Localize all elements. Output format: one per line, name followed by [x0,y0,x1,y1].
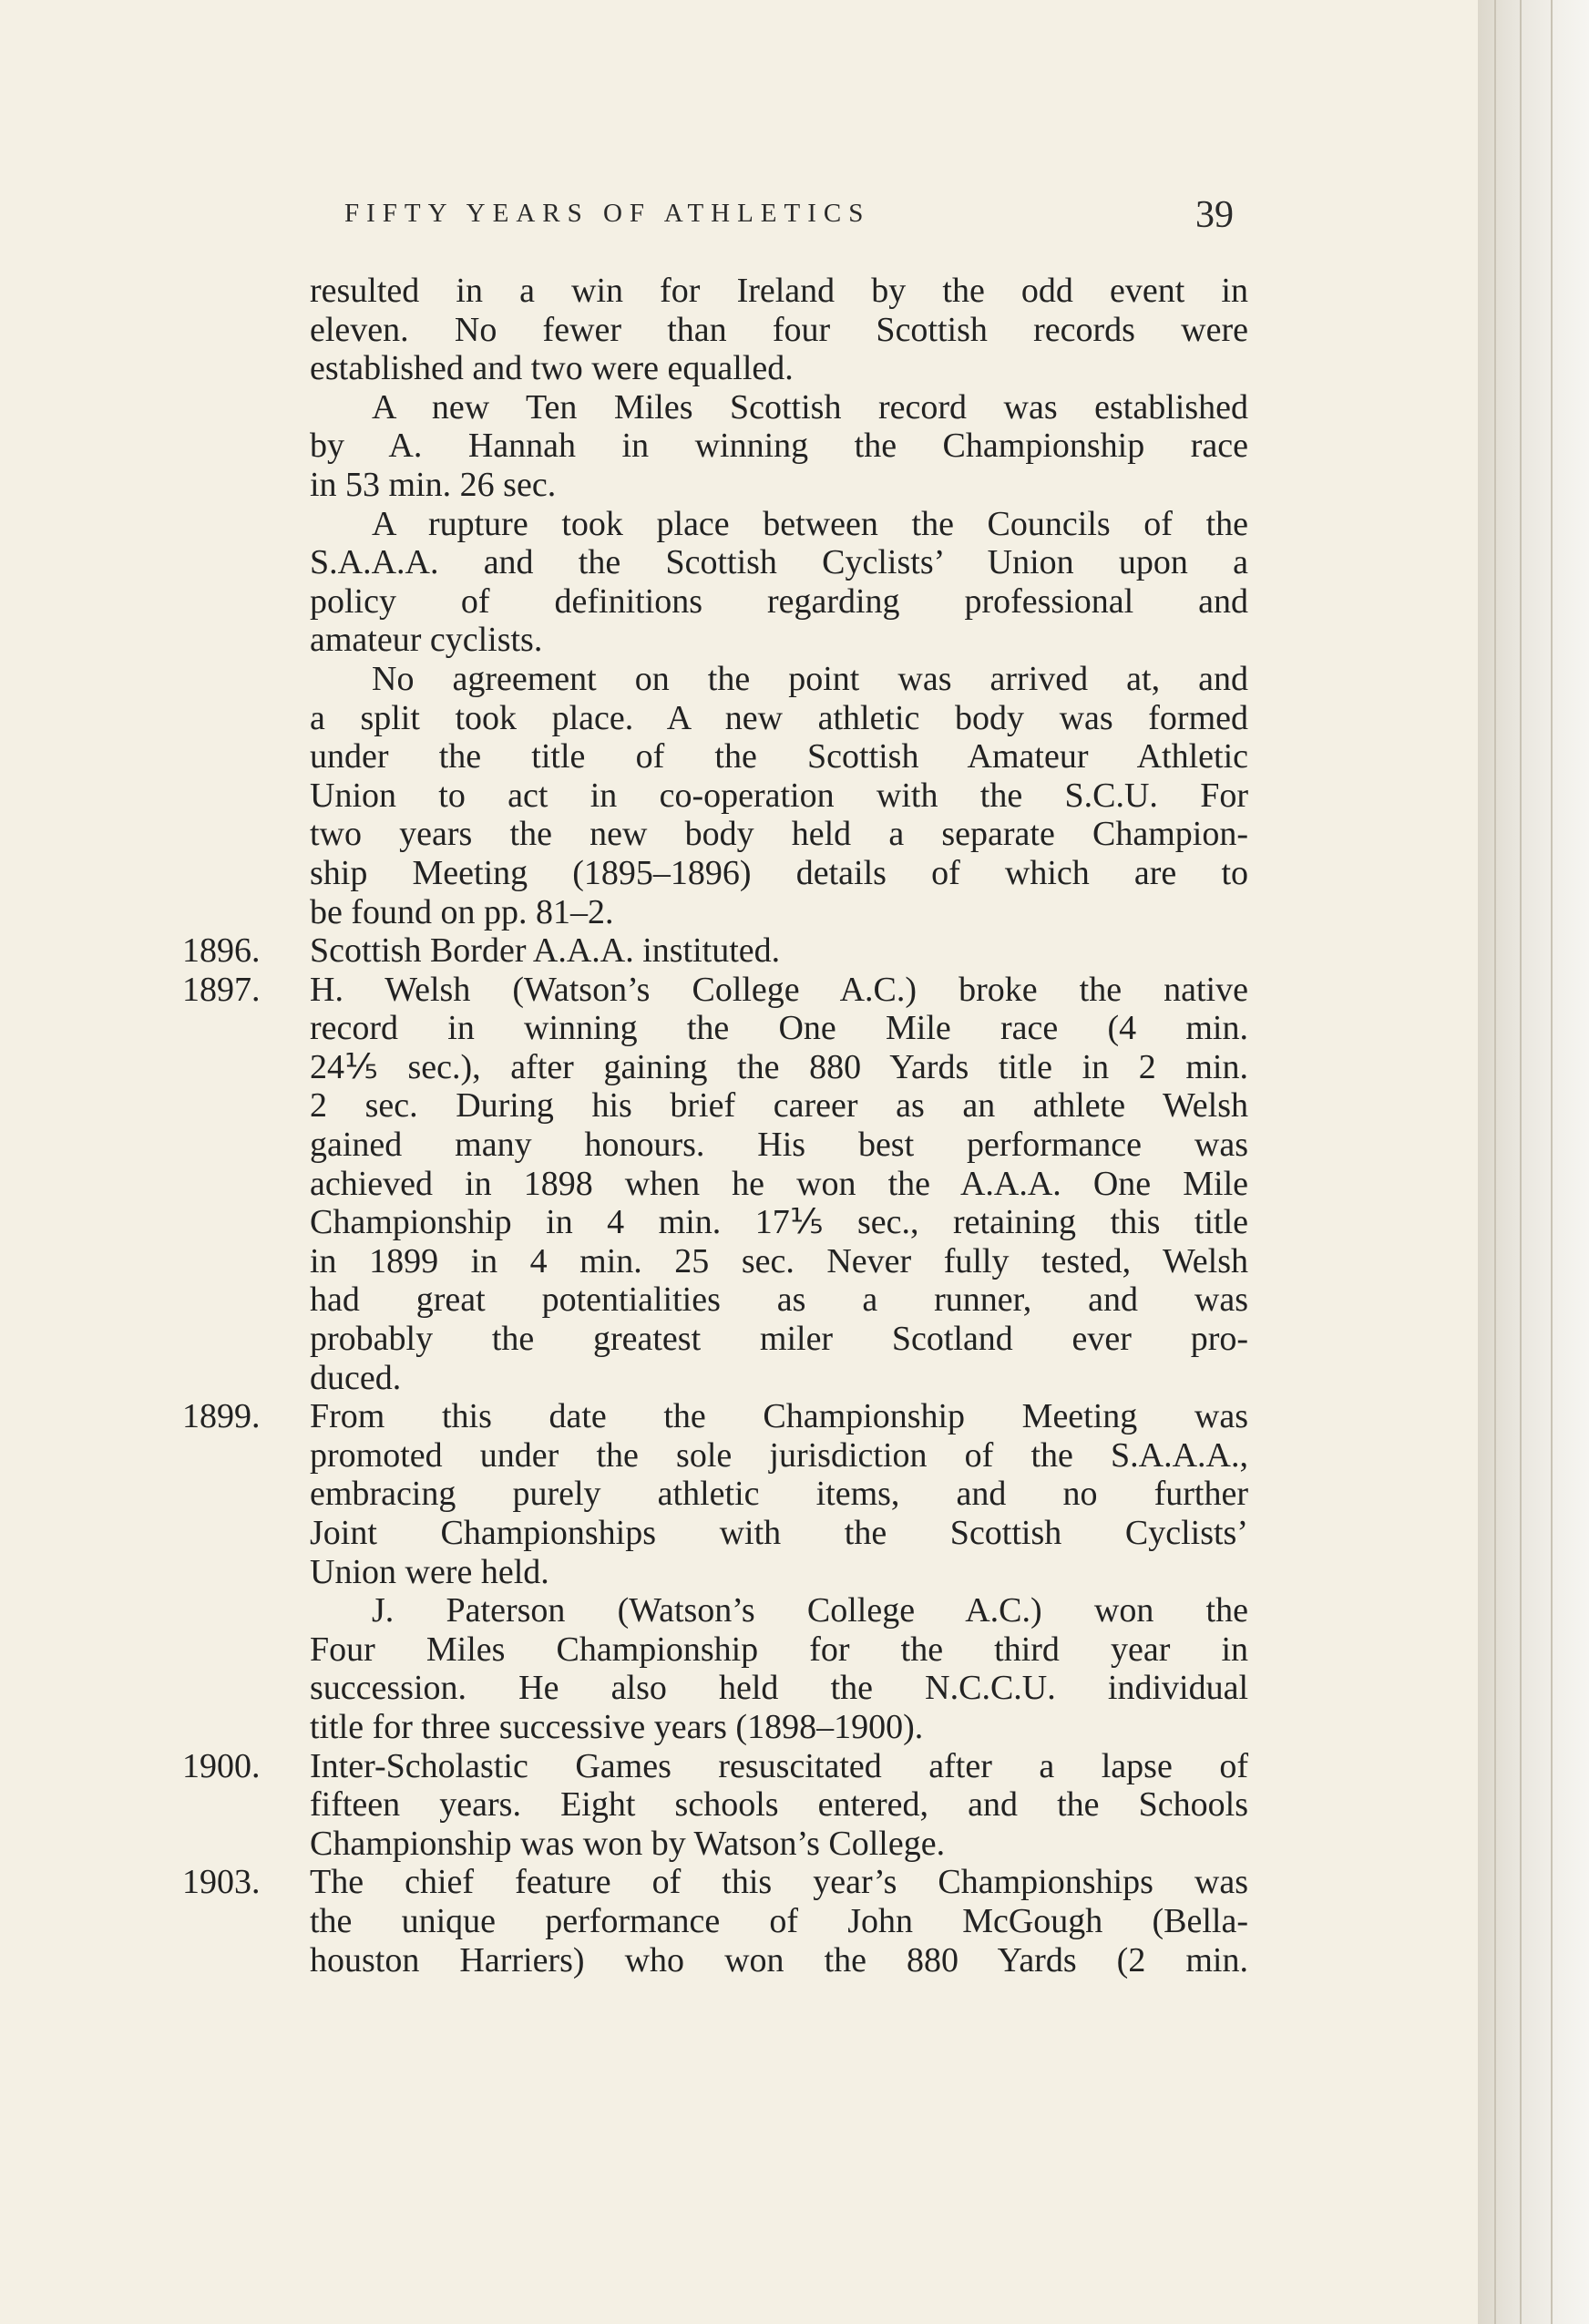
text-line [182,582,1248,622]
text-line [182,349,1248,388]
text-line [182,466,1248,505]
line-text: gained many honours. His best performance was [310,1126,1248,1165]
text-line [182,1591,1248,1630]
line-text: promoted under the sole jurisdiction of the S.A.A.A., [310,1435,1248,1475]
body-text [182,272,1248,1980]
text-line [182,1514,1248,1553]
text-line [182,1902,1248,1941]
year-label: 1900. [182,1746,261,1785]
text-line [182,1242,1248,1281]
text-line [182,1941,1248,1980]
text-line [182,737,1248,776]
year-label: 1897. [182,970,261,1009]
text-line [182,1126,1248,1165]
line-text: eleven. No fewer than four Scottish records were [310,310,1248,349]
line-text: The chief feature of this year’s Championships was [310,1863,1248,1902]
line-text: two years the new body held a separate Champion- [310,815,1248,854]
text-line [182,1086,1248,1126]
line-text: be found on pp. 81–2. [310,892,614,931]
text-line [182,893,1248,932]
year-label: 1903. [182,1863,261,1902]
text-line [182,543,1248,582]
line-text: achieved in 1898 when he won the A.A.A. One Mile [310,1164,1248,1203]
line-text: ship Meeting (1895–1896) details of which are to [310,853,1248,892]
text-line [182,1553,1248,1592]
line-text: a split took place. A new athletic body was formed [310,698,1248,737]
text-line [182,854,1248,893]
text-line [182,427,1248,466]
line-text: the unique performance of John McGough (Bella- [310,1901,1248,1940]
text-line [182,1048,1248,1087]
text-line [182,505,1248,544]
line-text: Four Miles Championship for the third year in [310,1630,1248,1669]
text-line [182,699,1248,738]
text-line [182,388,1248,427]
text-line [182,1280,1248,1320]
text-line [182,621,1248,660]
line-text: policy of definitions regarding professional and [310,581,1248,621]
line-text: title for three successive years (1898–1900). [310,1707,924,1746]
line-text: had great potentialities as a runner, and was [310,1280,1248,1320]
line-text: embracing purely athletic items, and no further [310,1475,1248,1514]
text-line [182,776,1248,816]
line-text: amateur cyclists. [310,621,543,660]
text-line [182,931,1248,971]
line-text: A rupture took place between the Councils of the [372,504,1248,543]
line-text: Championship in 4 min. 17⅕ sec., retaining this title [310,1203,1248,1242]
line-text: 24⅕ sec.), after gaining the 880 Yards title in 2 min. [310,1047,1248,1086]
line-text: 2 sec. During his brief career as an athlete Welsh [310,1086,1248,1126]
page-edge [1478,0,1589,2324]
line-text: duced. [310,1358,402,1397]
line-text: resulted in a win for Ireland by the odd event in [310,272,1248,310]
text-line [182,1203,1248,1242]
line-text: A new Ten Miles Scottish record was established [372,387,1248,427]
line-text: Joint Championships with the Scottish Cyclists’ [310,1514,1248,1552]
line-text: Scottish Border A.A.A. instituted. [310,931,781,971]
text-line [182,1708,1248,1747]
text-line [182,1397,1248,1436]
text-line [182,1669,1248,1708]
text-line [182,971,1248,1010]
text-line [182,1785,1248,1825]
line-text: houston Harriers) who won the 880 Yards (2 min. [310,1940,1248,1980]
running-head: FIFTY YEARS OF ATHLETICS [344,199,871,228]
line-text: fifteen years. Eight schools entered, and the Schools [310,1785,1248,1825]
text-line [182,1320,1248,1359]
text-line [182,1009,1248,1048]
text-line [182,1165,1248,1204]
text-line [182,311,1248,350]
text-line [182,1630,1248,1670]
line-text: by A. Hannah in winning the Championship race [310,427,1248,466]
text-line [182,815,1248,854]
line-text: H. Welsh (Watson’s College A.C.) broke the native [310,970,1248,1009]
text-line [182,1475,1248,1514]
line-text: Union were held. [310,1552,549,1591]
line-text: record in winning the One Mile race (4 min. [310,1009,1248,1048]
line-text: From this date the Championship Meeting was [310,1397,1248,1436]
text-line [182,1825,1248,1864]
text-line [182,1359,1248,1398]
line-text: succession. He also held the N.C.C.U. individual [310,1669,1248,1708]
line-text: in 1899 in 4 min. 25 sec. Never fully tested, Welsh [310,1241,1248,1280]
line-text: under the title of the Scottish Amateur Athletic [310,737,1248,776]
line-text: probably the greatest miler Scotland ever pro- [310,1320,1248,1359]
text-line [182,1436,1248,1476]
line-text: established and two were equalled. [310,349,794,388]
line-text: Championship was won by Watson’s College. [310,1824,946,1863]
year-label: 1899. [182,1397,261,1436]
year-label: 1896. [182,931,261,971]
text-line [182,1863,1248,1902]
line-text: in 53 min. 26 sec. [310,465,557,504]
line-text: S.A.A.A. and the Scottish Cyclists’ Union upon a [310,543,1248,582]
line-text: Union to act in co-operation with the S.C.U. For [310,776,1248,815]
line-text: J. Paterson (Watson’s College A.C.) won the [372,1591,1248,1630]
page-number: 39 [1195,194,1234,236]
text-line [182,272,1248,311]
text-line [182,660,1248,699]
text-line [182,1747,1248,1786]
line-text: Inter-Scholastic Games resuscitated after a lapse of [310,1746,1248,1785]
line-text: No agreement on the point was arrived at, and [372,659,1248,698]
